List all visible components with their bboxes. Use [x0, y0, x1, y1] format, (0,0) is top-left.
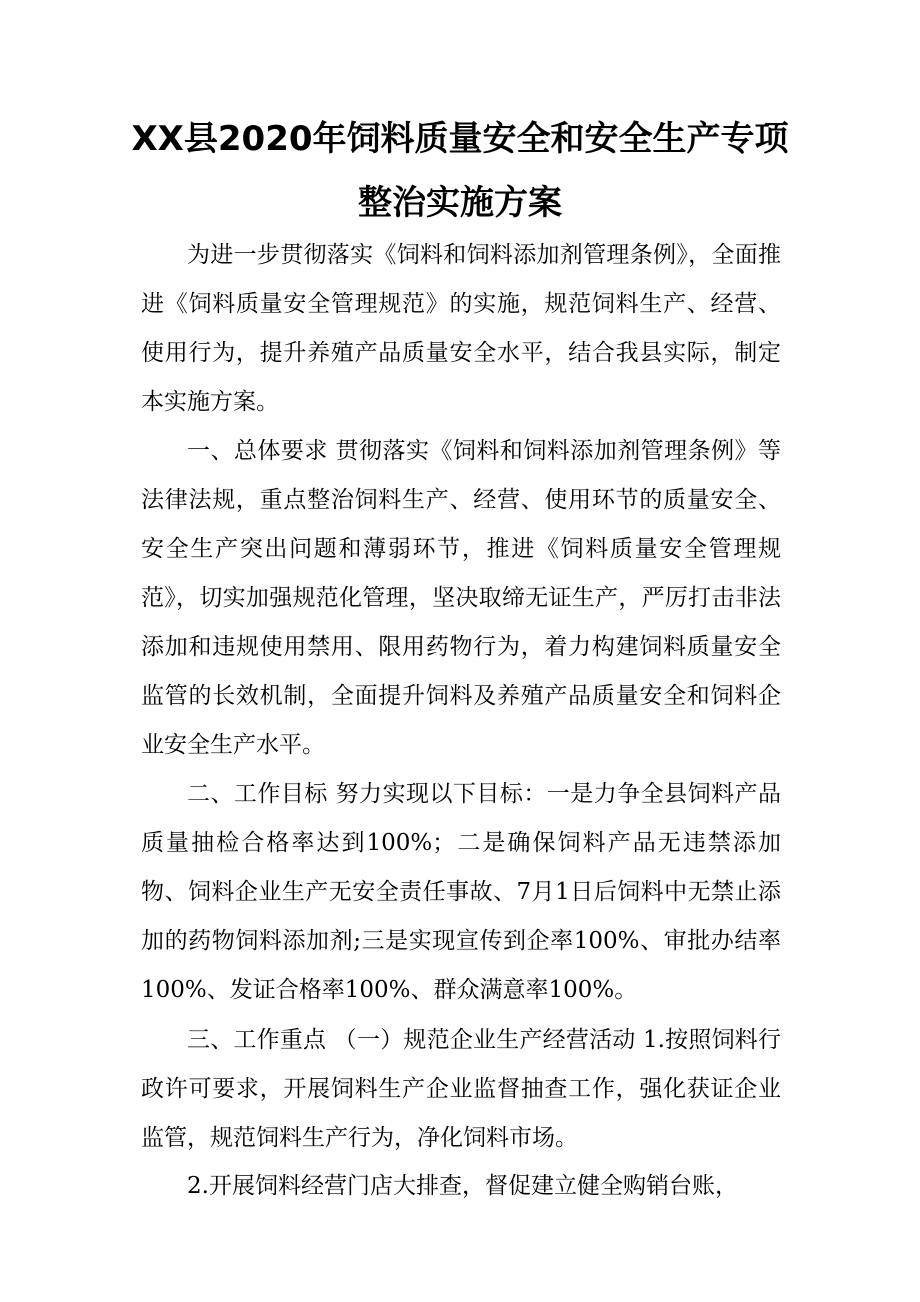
paragraph-general-requirements: 一、总体要求 贯彻落实《饲料和饲料添加剂管理条例》等法律法规，重点整治饲料生产、经营、使用环节的质量安全、安全生产突出问题和薄弱环节，推进《饲料质量安全管理规范》，切实加强规范化管理，坚决取缔无证生产，严厉打击非法添加和违规使用禁用、限用药物行为，着力构建饲料质量安全监管的长效机制，全面提升饲料及养殖产品质量安全和饲料企业安全生产水平。: [141, 438, 781, 758]
paragraph-intro: 为进一步贯彻落实《饲料和饲料添加剂管理条例》，全面推进《饲料质量安全管理规范》的实施，规范饲料生产、经营、使用行为，提升养殖产品质量安全水平，结合我县实际，制定本实施方案。: [141, 242, 781, 415]
document-title-line-2: 整治实施方案: [358, 183, 562, 223]
document-title-line-1: XX县2020年饲料质量安全和安全生产专项: [131, 119, 789, 159]
paragraph-item-2: 2.开展饲料经营门店大排查，督促建立健全购销台账，: [187, 1173, 738, 1199]
paragraph-work-goals: 二、工作目标 努力实现以下目标：一是力争全县饲料产品质量抽检合格率达到100%；二是确保饲料产品无违禁添加物、饲料企业生产无安全责任事故、7月1日后饲料中无禁止添加的药物饲料添加剂;三是实现宣传到企率100%、审批办结率100%、发证合格率100%、群众满意率100%。: [141, 781, 781, 1003]
paragraph-work-focus: 三、工作重点 （一）规范企业生产经营活动 1.按照饲料行政许可要求，开展饲料生产企业监督抽查工作，强化获证企业监管，规范饲料生产行为，净化饲料市场。: [141, 1027, 781, 1151]
